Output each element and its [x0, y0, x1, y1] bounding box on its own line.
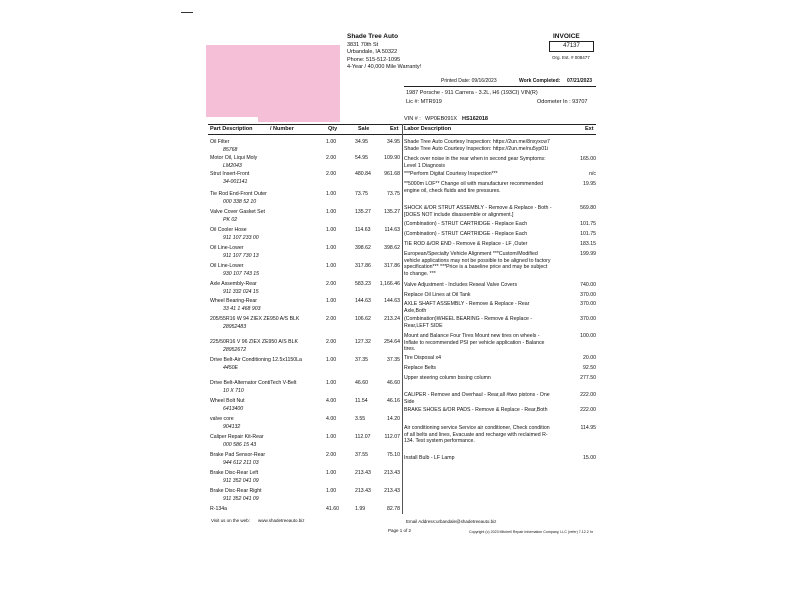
part-row: [210, 191, 400, 209]
part-name: Oil Filter: [210, 139, 230, 145]
redaction-block-2: [258, 86, 340, 122]
part-qty: 1.00: [326, 245, 337, 251]
part-qty: 1.00: [326, 298, 337, 304]
part-number-header: / Number: [270, 126, 294, 132]
labor-ext: 15.00: [583, 455, 596, 461]
part-row: [210, 298, 400, 316]
labor-ext: 183.15: [580, 241, 596, 247]
part-number: 6413400: [223, 406, 244, 412]
column-separator: [402, 124, 403, 514]
part-ext: 109.90: [384, 155, 400, 161]
labor-desc: (Combination)WHEEL BEARING - Remove & Replace - Rear,LEFT SIDE: [404, 316, 533, 329]
copyright: Copyright (c) 2023 Mitchell Repair Information Company, LLC (refer) 7.12.2 hr: [469, 530, 593, 534]
part-name: Valve Cover Gasket Set: [210, 209, 265, 215]
page-number: Page 1 of 2: [388, 528, 412, 533]
part-name: Caliper Repair Kit-Rear: [210, 434, 264, 440]
part-row: [210, 357, 400, 375]
part-qty: 1.00: [326, 470, 337, 476]
labor-desc: SHOCK &/OR STRUT ASSEMBLY - Remove & Replace - Both - [DOES NOT include disassemble or alignment.]: [404, 205, 552, 218]
labor-desc: Valve Adjustment - Includes Reseal Valve Covers: [404, 282, 518, 288]
part-sale: 54.95: [355, 155, 368, 161]
vin-suffix: HS162018: [462, 116, 488, 122]
part-ext: 144.63: [384, 298, 400, 304]
part-sale: 46.60: [355, 380, 368, 386]
part-ext: 398.62: [384, 245, 400, 251]
labor-ext: 222.00: [580, 392, 596, 398]
part-number: 28952672: [223, 347, 247, 353]
labor-desc: BRAKE SHOES &/OR PADS - Remove & Replace - Rear,Both: [404, 407, 548, 413]
part-name: Oil Line-Lower: [210, 245, 244, 251]
part-ext: 82.78: [387, 506, 400, 512]
part-sale: 1.99: [355, 506, 366, 512]
part-qty: 1.00: [326, 357, 337, 363]
part-sale: 213.43: [355, 488, 371, 494]
work-completed-label: Work Completed:: [519, 78, 561, 84]
shop-phone: Phone: 515-512-1095: [347, 57, 401, 63]
divider: [404, 86, 596, 87]
part-ext: 1,166.46: [379, 281, 400, 287]
part-sale: 317.86: [355, 263, 371, 269]
part-sale: 34.95: [355, 139, 368, 145]
shop-warranty: 4-Year / 40,000 Mile Warranty!: [347, 64, 422, 70]
labor-desc: (Combination) - STRUT CARTRIDGE - Replace Each: [404, 231, 528, 237]
part-ext: 73.75: [387, 191, 400, 197]
part-sale: 37.55: [355, 452, 368, 458]
part-sale: 398.62: [355, 245, 371, 251]
labor-desc: Install Bulb - LF Lamp: [404, 455, 455, 461]
part-ext: 317.86: [384, 263, 400, 269]
part-name: Wheel Bolt Nut: [210, 398, 245, 404]
labor-ext: 740.00: [580, 282, 596, 288]
labor-desc: Shade Tree Auto Courtesy Inspection: https://2un.me/nu5yp01i: [404, 146, 549, 152]
part-number: 911 352 041 09: [223, 478, 259, 484]
part-row: [210, 245, 400, 263]
labor-desc: **5000m LOF** Change oil with manufacturer recommended engine oil, check fluids and tire pressures.: [404, 181, 543, 194]
invoice-title: INVOICE: [553, 33, 580, 40]
part-sale: 112.07: [355, 434, 371, 440]
part-number: 28952483: [223, 324, 247, 330]
part-row: [210, 281, 400, 299]
part-qty: 2.00: [326, 452, 337, 458]
part-number: 911 352 041 09: [223, 496, 259, 502]
labor-desc: Upper steering column bssing column: [404, 375, 491, 381]
labor-ext: n/c: [589, 171, 596, 177]
part-row: [210, 398, 400, 416]
part-row: [210, 470, 400, 488]
labor-desc: (Combination) - STRUT CARTRIDGE - Replace Each: [404, 221, 528, 227]
part-ext: 213.43: [384, 470, 400, 476]
part-qty: 1.00: [326, 380, 337, 386]
part-name: valve core: [210, 416, 234, 422]
part-row: [210, 227, 400, 245]
labor-ext: 101.75: [580, 231, 596, 237]
labor-ext: 100.00: [580, 333, 596, 339]
part-qty: 1.00: [326, 488, 337, 494]
part-description-header: Part Description: [210, 126, 253, 132]
part-number: 904132: [223, 424, 241, 430]
part-qty: 1.00: [326, 139, 337, 145]
part-sale: 106.62: [355, 316, 371, 322]
labor-ext: 277.50: [580, 375, 596, 381]
part-row: [210, 434, 400, 452]
labor-desc: CALIPER - Remove and Overhaul - Rear,all #two pistons - One Side: [404, 392, 550, 405]
part-number: PK 02: [223, 217, 238, 223]
part-qty: 1.00: [326, 434, 337, 440]
footer-web-url: www.shadetreeauto.biz: [258, 518, 305, 523]
labor-ext: 20.00: [583, 355, 596, 361]
part-qty: 2.00: [326, 316, 337, 322]
labor-desc: Shade Tree Auto Courtesy Inspection: https://2un.me/8nxyxcw7: [404, 139, 550, 145]
labor-desc: TIE ROD &/OR END - Remove & Replace - LF ,Outer: [404, 241, 528, 247]
printed-date: Printed Date: 09/16/2023: [441, 78, 497, 84]
labor-ext: 370.00: [580, 301, 596, 307]
original-estimate: Org. Est. # 008477: [552, 55, 590, 60]
labor-description-header: Labor Description: [404, 126, 452, 132]
labor-desc: Check over noise in the rear when in second gear Symptoms: Level 1 Diagnosis: [404, 156, 546, 169]
qty-header: Qty: [328, 126, 338, 132]
shop-name: Shade Tree Auto: [347, 33, 399, 40]
labor-ext: 370.00: [580, 292, 596, 298]
part-ext: 112.07: [384, 434, 400, 440]
labor-desc: ***Perform Digital Courtesy Inspection***: [404, 171, 498, 177]
part-name: 205/55R16 W 94 ZIEX ZE950 A/S BLK: [210, 316, 300, 322]
part-row: [210, 339, 400, 357]
invoice-number: 47137: [549, 41, 594, 52]
part-number: 944 612 211 03: [223, 460, 259, 466]
part-name: Brake Disc-Rear Right: [210, 488, 262, 494]
labor-ext: 222.00: [580, 407, 596, 413]
part-name: Wheel Bearing-Rear: [210, 298, 257, 304]
part-ext: 961.68: [384, 171, 400, 177]
part-row: [210, 380, 400, 398]
part-qty: 1.00: [326, 191, 337, 197]
labor-desc: Air conditioning service Service air conditioner, Check condition of all belts and lines, Evacuate and recharge with reclaimed R-134. Test system performance.: [404, 425, 550, 444]
part-number: 000 586 15 43: [223, 442, 257, 448]
part-ext: 14.20: [387, 416, 400, 422]
labor-ext-header: Ext: [585, 126, 594, 132]
part-qty: 4.00: [326, 416, 337, 422]
license-plate: Lic #: MTR919: [406, 99, 442, 105]
part-number: 911 107 233 00: [223, 235, 259, 241]
part-ext: 46.60: [387, 380, 400, 386]
part-name: Strut Insert-Front: [210, 171, 250, 177]
labor-desc: Replace Belts: [404, 365, 437, 371]
part-number: 911 107 730 13: [223, 253, 259, 259]
labor-ext: 569.80: [580, 205, 596, 211]
part-ext: 37.35: [387, 357, 400, 363]
part-sale: 3.55: [355, 416, 366, 422]
part-name: Axle Assembly-Rear: [210, 281, 257, 287]
part-sale: 11.54: [355, 398, 368, 404]
part-sale: 144.63: [355, 298, 371, 304]
shop-address: 3831 70th St: [347, 42, 379, 48]
part-qty: 41.60: [326, 506, 339, 512]
part-row: [210, 488, 400, 506]
part-qty: 2.00: [326, 155, 337, 161]
part-qty: 2.00: [326, 171, 337, 177]
part-sale: 127.32: [355, 339, 371, 345]
part-ext: 46.16: [387, 398, 400, 404]
part-number: 10 X 710: [223, 388, 244, 394]
part-ext: 135.27: [384, 209, 400, 215]
part-qty: 1.00: [326, 227, 337, 233]
labor-ext: 114.95: [580, 425, 596, 431]
footer-email: Email Address:urbandale@shadetreeauto.biz: [406, 519, 497, 524]
part-number: 930 107 743 15: [223, 271, 260, 277]
labor-ext: 370.00: [580, 316, 596, 322]
part-number: LM2043: [223, 163, 242, 169]
part-qty: 1.00: [326, 209, 337, 215]
part-ext: 254.64: [384, 339, 400, 345]
ext-header: Ext: [390, 126, 399, 132]
part-ext: 114.63: [384, 227, 400, 233]
labor-ext: 19.95: [583, 181, 596, 187]
odometer: Odometer In : 93707: [537, 99, 588, 105]
part-number: 85768: [223, 147, 238, 153]
part-row: [210, 171, 400, 189]
part-name: Brake Disc-Rear Left: [210, 470, 259, 476]
vin-label: VIN # :: [404, 116, 421, 122]
part-sale: 213.43: [355, 470, 371, 476]
part-number: 4450E: [223, 365, 239, 371]
footer-web-label: Visit us on the web:: [211, 518, 250, 523]
part-row: [210, 209, 400, 227]
part-ext: 34.95: [387, 139, 400, 145]
part-sale: 114.63: [355, 227, 371, 233]
part-name: Drive Belt-Air Conditioning 12.5x1150La: [210, 357, 302, 363]
part-ext: 75.10: [387, 452, 400, 458]
part-row: [210, 263, 400, 281]
work-completed-date: 07/21/2023: [567, 78, 593, 84]
part-sale: 480.84: [355, 171, 371, 177]
labor-ext: 165.00: [580, 156, 596, 162]
part-name: Drive Belt-Alternator ContiTech V-Belt: [210, 380, 297, 386]
vehicle-description: 1987 Porsche - 911 Carrera - 3.2L, H6 (193CI) VIN(R): [406, 90, 538, 96]
vin-prefix: WP0EB091X: [425, 116, 458, 122]
part-row: [210, 416, 400, 434]
labor-desc: AXLE SHAFT ASSEMBLY - Remove & Replace - Rear Axle,Both: [404, 301, 530, 314]
part-qty: 4.00: [326, 398, 337, 404]
part-number: 34-001141: [223, 179, 248, 185]
part-number: 000 338 52 10: [223, 199, 257, 205]
part-sale: 135.27: [355, 209, 371, 215]
shop-city: Urbandale, IA 50322: [347, 49, 398, 55]
part-row: [210, 452, 400, 470]
part-qty: 2.00: [326, 339, 337, 345]
labor-ext: 199.99: [580, 251, 596, 257]
part-name: Brake Pad Sensor-Rear: [210, 452, 266, 458]
part-qty: 2.00: [326, 281, 337, 287]
labor-desc: Tire Disposal x4: [404, 355, 441, 361]
part-number: 911 332 024 15: [223, 289, 259, 295]
part-name: Tie Rod End-Front Outer: [210, 191, 267, 197]
labor-ext: 101.75: [580, 221, 596, 227]
part-name: Oil Cooler Hose: [210, 227, 247, 233]
part-name: Oil Line-Lower: [210, 263, 244, 269]
labor-desc: Replace Oil Lines at Oil Tank: [404, 292, 471, 298]
part-qty: 1.00: [326, 263, 337, 269]
part-sale: 37.35: [355, 357, 368, 363]
scan-mark: [181, 12, 193, 13]
labor-desc: European/Specialty Vehicle Alignment ***Custom/Modified vehicle applications may not be possible to be aligned to factory specification*** ***Price is a baseline price and may be subject to change. ***: [404, 251, 551, 277]
part-sale: 583.23: [355, 281, 371, 287]
part-name: R-134a: [210, 506, 228, 512]
labor-desc: Mount and Balance Four Tires Mount new tires on wheels - Inflate to recommended PSI per vehicle application - Balance tires.: [404, 333, 545, 352]
part-name: Motor Oil, Liqui Moly: [210, 155, 258, 161]
part-number: 33 41 1 468 903: [223, 306, 261, 312]
part-sale: 73.75: [355, 191, 368, 197]
part-row: [210, 316, 400, 334]
labor-ext: 92.50: [583, 365, 596, 371]
sale-header: Sale: [358, 126, 370, 132]
part-ext: 213.43: [384, 488, 400, 494]
part-ext: 213.24: [384, 316, 400, 322]
part-name: 225/50R16 V 96 ZIEX ZE950 A/S BLK: [210, 339, 298, 345]
